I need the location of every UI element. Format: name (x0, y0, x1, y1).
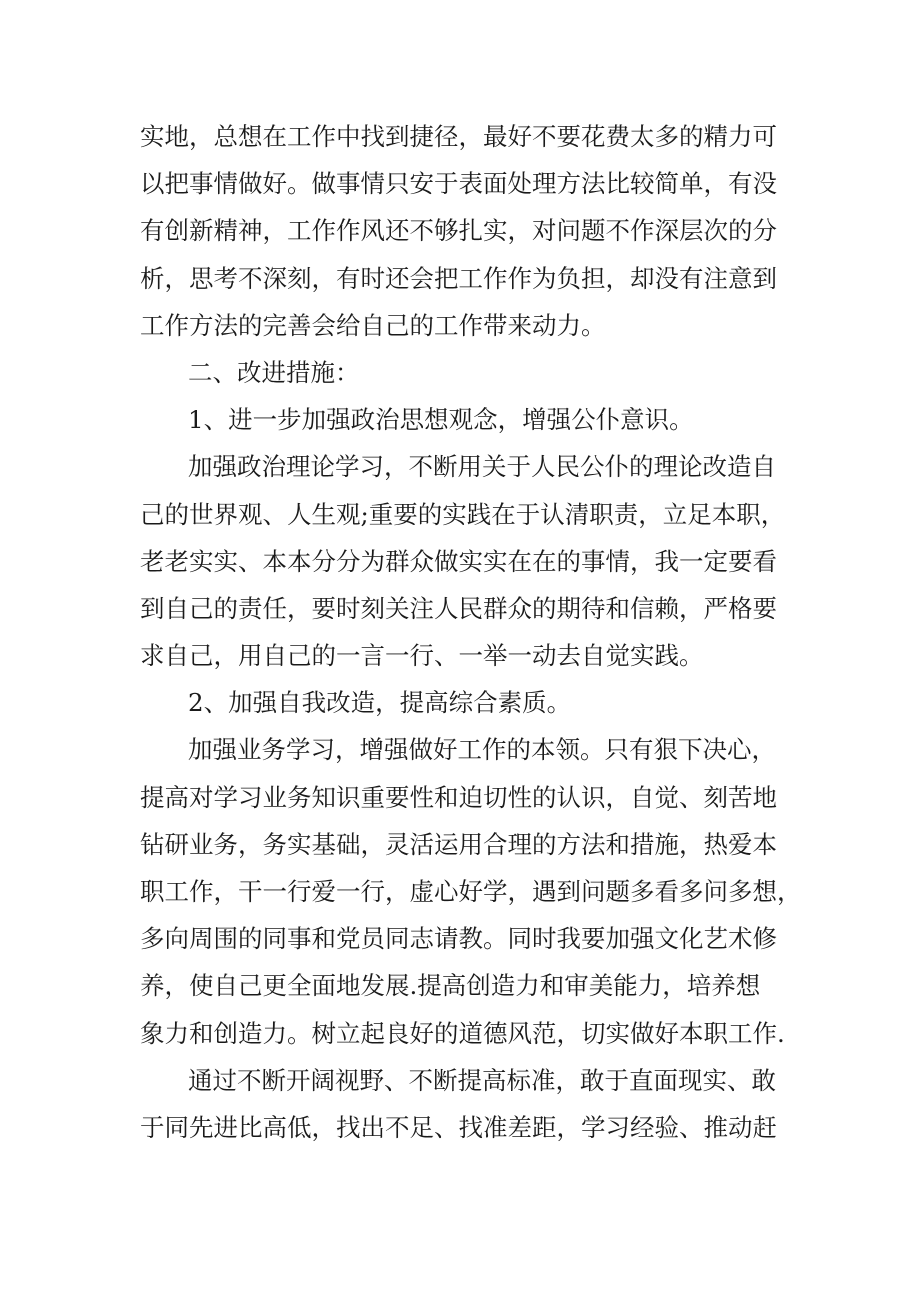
text-line: 有创新精神，工作作风还不够扎实，对问题不作深层次的分 (140, 216, 777, 246)
text-line: 职工作，干一行爱一行，虚心好学，遇到问题多看多问多想， (140, 877, 802, 906)
text-line: 钻研业务，务实基础，灵活运用合理的方法和措施，热爱本 (140, 829, 777, 859)
text-line: 通过不断开阔视野、不断提高标准，敢于直面现实、敢 (188, 1065, 776, 1095)
text-line: 工作方法的完善会给自己的工作带来动力。 (140, 310, 606, 340)
text-line: 加强政治理论学习，不断用关于人民公仆的理论改造自 (188, 452, 776, 482)
text-line: 多向周围的同事和党员同志请教。同时我要加强文化艺术修 (140, 924, 777, 954)
text-line: 1、进一步加强政治思想观念，增强公仆意识。 (188, 405, 694, 435)
text-line: 求自己，用自己的一言一行、一举一动去自觉实践。 (140, 641, 704, 671)
text-line: 象力和创造力。树立起良好的道德风范，切实做好本职工作. (140, 1018, 785, 1048)
text-line: 老老实实、本本分分为群众做实实在在的事情，我一定要看 (140, 546, 777, 576)
text-line: 加强业务学习，增强做好工作的本领。只有狠下决心， (188, 735, 776, 765)
text-line: 到自己的责任，要时刻关注人民群众的期待和信赖，严格要 (140, 593, 777, 623)
text-line: 以把事情做好。做事情只安于表面处理方法比较简单，有没 (140, 169, 777, 199)
text-line: 提高对学习业务知识重要性和迫切性的认识，自觉、刻苦地 (140, 782, 777, 812)
text-line: 养，使自己更全面地发展.提高创造力和审美能力，培养想 (140, 971, 761, 1001)
text-line: 实地，总想在工作中找到捷径，最好不要花费太多的精力可 (140, 122, 777, 151)
text-line: 于同先进比高低，找出不足、找准差距，学习经验、推动赶 (140, 1112, 777, 1142)
text-line: 二、改进措施： (188, 357, 360, 387)
text-line: 2、加强自我改造，提高综合素质。 (188, 688, 572, 718)
text-line: 析，思考不深刻，有时还会把工作作为负担，却没有注意到 (140, 263, 777, 293)
text-line: 己的世界观、人生观;重要的实践在于认清职责，立足本职， (140, 499, 786, 529)
document-body (140, 113, 802, 1151)
